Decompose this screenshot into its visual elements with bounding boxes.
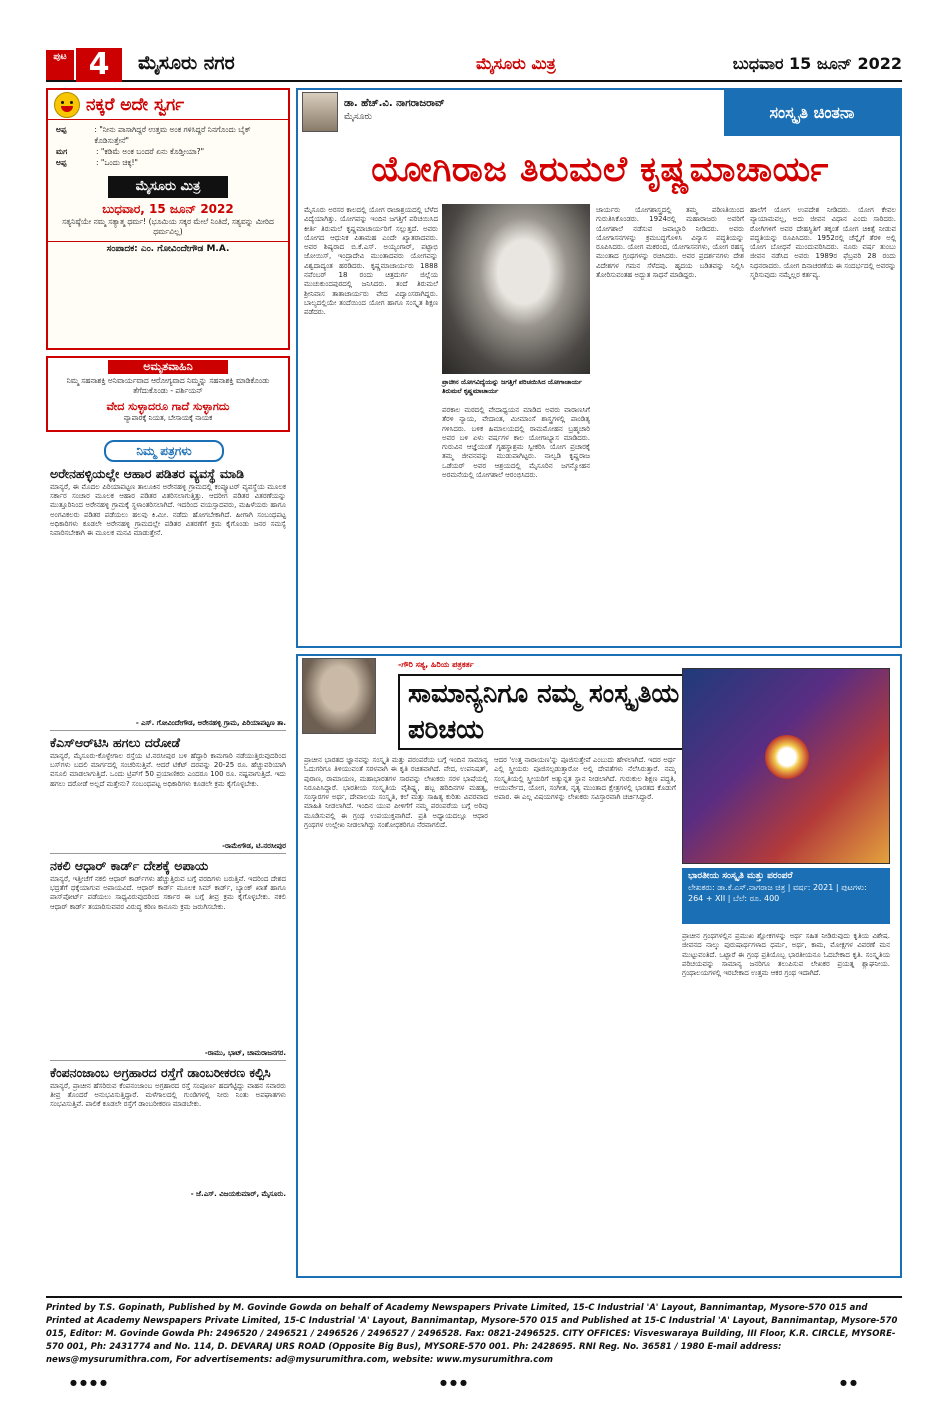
book-title: ಭಾರತೀಯ ಸಂಸ್ಕೃತಿ ಮತ್ತು ಪರಂಪರೆ	[688, 871, 793, 881]
om-emblem-icon	[765, 735, 809, 779]
letter-item	[46, 464, 290, 728]
joke-text: : "ನೀನು ಪಾಸಾಗಿದ್ದರೆ ಉತ್ತಮ ಅಂಕ ಗಳಿಸಿದ್ದರೆ ನಿನಗೊಂದು ಬೈಕ್ ಕೊಡಿಸುತ್ತೇನೆ"	[94, 125, 251, 145]
article-text-column: ಹಾಲೆಗೆ ಯೋಗ ಉಪದೇಶ ನೀಡಿದರು. ಯೋಗ ಕೇವಲ ವ್ಯಾಯಾಮವಲ್ಲ, ಅದು ಜೀವನ ವಿಧಾನ ಎಂದು ಸಾರಿದರು. ರೋಗಿಗಳಿಗೆ ಅವರ ದೇಹಸ್ಥಿತಿಗೆ ತಕ್ಕಂತೆ ಯೋಗ ಚಿಕಿತ್ಸೆ ನೀಡುವ ಪದ್ಧತಿಯನ್ನು ರೂಪಿಸಿದರು. 1952ರಲ್ಲಿ ಚೆನ್ನೈಗೆ ತೆರಳಿ ಅಲ್ಲಿ ಯೋಗ ಬೋಧನೆ ಮುಂದುವರಿಸಿದರು. ನೂರು ವರ್ಷ ತುಂಬು ಜೀವನ ನಡೆಸಿದ ಅವರು 1989ರ ಫೆಬ್ರವರಿ 28 ರಂದು ನಿಧನರಾದರು. ಯೋಗ ದಿನಾಚರಣೆಯ ಈ ಸಂದರ್ಭದಲ್ಲಿ ಅವರನ್ನು ಸ್ಮರಿಸುವುದು ನಮ್ಮೆಲ್ಲರ ಕರ್ತವ್ಯ.	[750, 206, 896, 280]
letter-item	[46, 856, 290, 1058]
joke-title: ನಕ್ಕರೆ ಅದೇ ಸ್ವರ್ಗ	[86, 94, 185, 115]
registration-marks: ●●	[840, 1378, 860, 1387]
newspaper-logo: ಮೈಸೂರು ಮಿತ್ರ	[108, 176, 228, 198]
letter-body: ಮಾನ್ಯರೆ, ಮೈಸೂರು-ಕೊಳ್ಳೇಗಾಲ ರಸ್ತೆಯ ಟಿ.ನರಸೀಪುರ ಬಳಿ ಹೆದ್ದಾರಿ ಕಾಮಗಾರಿ ನಡೆಯುತ್ತಿರುವುದರಿಂದ ಬಸ್‌ಗಳು ಬದಲಿ ಮಾರ್ಗದಲ್ಲಿ ಸಂಚರಿಸುತ್ತಿವೆ. ಆದರೆ ಟಿಕೆಟ್ ದರವನ್ನು 20-25 ರೂ. ಹೆಚ್ಚುವರಿಯಾಗಿ ವಸೂಲಿ ಮಾಡಲಾಗುತ್ತಿದೆ. ಒಂದು ಟ್ರಿಪ್‌ಗೆ 50 ಪ್ರಯಾಣಿಕರು ಎಂದರೂ 100 ರೂ. ನಷ್ಟವಾಗುತ್ತಿದೆ. ಇದು ಹಗಲು ದರೋಡೆ ಅಲ್ಲದೆ ಮತ್ತೇನು? ಸಂಬಂಧಪಟ್ಟ ಅಧಿಕಾರಿಗಳು ಕೂಡಲೇ ಕ್ರಮ ಕೈಗೊಳ್ಳಬೇಕು.	[50, 752, 286, 788]
amritavahini-text: ನಿಮ್ಮ ಸಹನಾಶಕ್ತಿ ಅನಿವಾರ್ಯವಾದ ಆರೋಗ್ಯವಾದ ನಿಮ್ಮನ್ನು ಸಹನಾಶಕ್ತಿ ಮಾಡಿಕೊಂಡು ತೆಗೆದುಕೊಂಡು - ಪರ್ಶಿಯನ್	[66, 376, 270, 395]
feature-article	[296, 88, 902, 648]
section-title: ಮೈಸೂರು ನಗರ	[138, 52, 235, 74]
joke-line	[56, 157, 280, 168]
letter-headline: ಅರೇನಹಳ್ಳಿಯಲ್ಲೇ ಆಹಾರ ಪಡಿತರ ವ್ಯವಸ್ಥೆ ಮಾಡಿ	[50, 466, 245, 481]
author-city: ಮೈಸೂರು	[344, 112, 372, 122]
letter-headline: ನಕಲಿ ಆಧಾರ್ ಕಾರ್ಡ್ ದೇಶಕ್ಕೆ ಅಪಾಯ	[50, 858, 209, 873]
divider	[50, 853, 286, 854]
amritavahini-title: ಅಮೃತವಾಹಿನಿ	[108, 360, 228, 374]
proverb: ವೇದ ಸುಳ್ಳಾದರೂ ಗಾದೆ ಸುಳ್ಳಾಗದು	[106, 400, 230, 413]
divider	[50, 730, 286, 731]
page-header	[46, 48, 902, 82]
letters-banner	[46, 440, 290, 464]
joke-speaker: ಅಪ್ಪ	[56, 125, 67, 134]
joke-title-bar	[48, 90, 288, 120]
letter-signature: - ಜೆ.ಎಸ್. ವಿಜಯಕುಮಾರ್, ಮೈಸೂರು.	[190, 1190, 286, 1198]
joke-box	[46, 88, 290, 350]
joke-dialogue	[48, 120, 288, 172]
joke-line	[56, 124, 280, 146]
letter-body: ಮಾನ್ಯರೆ, ಪ್ರಾಚೀನ ಹೆಸರಿರುವ ಕೆಂಪನಂಜಾಂಬ ಅಗ್ರಹಾರದ ರಸ್ತೆ ಸಂಪೂರ್ಣ ಹದಗೆಟ್ಟಿದ್ದು ವಾಹನ ಸವಾರರು ತೀವ್ರ ತೊಂದರೆ ಅನುಭವಿಸುತ್ತಿದ್ದಾರೆ. ಮಳೆಗಾಲದಲ್ಲಿ ಗುಂಡಿಗಳಲ್ಲಿ ನೀರು ನಿಂತು ಅಪಘಾತಗಳು ಸಂಭವಿಸುತ್ತಿವೆ. ಪಾಲಿಕೆ ಕೂಡಲೇ ರಸ್ತೆಗೆ ಡಾಂಬರೀಕರಣ ಮಾಡಬೇಕು.	[50, 1082, 286, 1109]
feature-headline: ಯೋಗಿರಾಜ ತಿರುಮಲೆ ಕೃಷ್ಣಮಾಚಾರ್ಯ	[371, 150, 829, 190]
review-text-column: ಆದರ 'ಉತ್ತ ನಾರಾಯಣ'ನ್ನು ಪೂಜಿಸುತ್ತೇವೆ ಎಂಬುದು ಹೇಳಲಾಗಿದೆ. ಇದರ ಅರ್ಥ ಎಲ್ಲಿ ಸ್ತ್ರೀಯರು ಪೂಜಿಸಲ್ಪಡುತ್ತಾರೋ ಅಲ್ಲಿ ದೇವತೆಗಳು ನೆಲೆಸಿರುತ್ತಾರೆ. ನಮ್ಮ ಸಂಸ್ಕೃತಿಯಲ್ಲಿ ಸ್ತ್ರೀಯರಿಗೆ ಅತ್ಯುನ್ನತ ಸ್ಥಾನ ನೀಡಲಾಗಿದೆ. ಗುರುಕುಲ ಶಿಕ್ಷಣ ಪದ್ಧತಿ, ಆಯುರ್ವೇದ, ಯೋಗ, ಸಂಗೀತ, ನೃತ್ಯ ಮುಂತಾದ ಕ್ಷೇತ್ರಗಳಲ್ಲಿ ಭಾರತದ ಕೊಡುಗೆ ಅಪಾರ. ಈ ಎಲ್ಲ ವಿಷಯಗಳನ್ನು ಲೇಖಕರು ಸವಿಸ್ತಾರವಾಗಿ ಚರ್ಚಿಸಿದ್ದಾರೆ.	[494, 756, 676, 802]
imprint-footer: Printed by T.S. Gopinath, Published by M. Govinde Gowda on behalf of Academy Newspapers Private Limited, 15-C Industrial 'A' Layout, Bannimantap, Mysore-570 015 and Printed at Academy Newspapers Private Limited, 15-C Industrial 'A' Layout, Bannimantap, Mysore-570 015 and Published at 15-C Industrial 'A' Layout, Bannimantap, Mysore-570 015, Editor: M. Govinde Gowda Ph: 2496520 / 2496521 / 2496526 / 2496527 / 2496528. Fax: 0821-2496525. CITY OFFICES: Visveswaraya Building, III Floor, K.R. CIRCLE, MYSORE-570 001, Ph: 2431774 and No. 114, D. DEVARAJ URS ROAD (Opposite Big Bus), MYSORE-570 001. Ph: 2428695. RNI Reg. No. 36581 / 1980 E-mail address: news@mysurumithra.com, For advertisements: ad@mysurumithra.com, website: www.mysurumithra.com	[46, 1296, 902, 1360]
joke-line	[56, 146, 280, 157]
letter-body: ಮಾನ್ಯರೆ, ಈ ಮೊದಲ ಪಿರಿಯಾಪಟ್ಟಣ ತಾಲೂಕಿನ ಅರೇನಹಳ್ಳಿ ಗ್ರಾಮದಲ್ಲಿ ಕಂಪ್ಯೂಟರ್ ವ್ಯವಸ್ಥೆಯ ಮೂಲಕ ಸರ್ಕಾರ ಸಂಚಾರ ಮೂಲಕ ಆಹಾರ ಪಡಿತರ ವಿತರಿಸಲಾಗುತ್ತಿತ್ತು. ಆದರೀಗ ಪಡಿತರ ವಿತರಣೆಯನ್ನು ಮುತ್ತೂರಿನಿಂದ ಅರೇನಹಳ್ಳಿ ಗ್ರಾಮಕ್ಕೆ ಸ್ಥಳಾಂತರಿಸಲಾಗಿದೆ. ಇದರಿಂದ ವಯಸ್ಸಾದವರು, ಮಹಿಳೆಯರು ಹಾಗೂ ಅಂಗವಿಕಲರು ಪಡಿತರ ಪಡೆಯಲು ಹಲವು ಕಿ.ಮೀ. ನಡೆದು ಹೋಗಬೇಕಾಗಿದೆ. ಹೀಗಾಗಿ ಸಂಬಂಧಪಟ್ಟ ಅಧಿಕಾರಿಗಳು ಕೂಡಲೇ ಅರೇನಹಳ್ಳಿ ಗ್ರಾಮದಲ್ಲೇ ಪಡಿತರ ವಿತರಣೆಗೆ ಕ್ರಮ ಕೈಗೊಂಡು ಜನರ ಸಮಸ್ಯೆ ನಿವಾರಿಸಬೇಕಾಗಿ ಈ ಮೂಲಕ ಮನವಿ ಮಾಡುತ್ತೇನೆ.	[50, 483, 286, 538]
review-text-column: ಪ್ರಾಚೀನ ಗ್ರಂಥಗಳಲ್ಲಿನ ಪ್ರಮುಖ ಶ್ಲೋಕಗಳನ್ನು ಅರ್ಥ ಸಹಿತ ನೀಡಿರುವುದು ಕೃತಿಯ ವಿಶೇಷ. ಜೀವನದ ನಾಲ್ಕು ಪುರುಷಾರ್ಥಗಳಾದ ಧರ್ಮ, ಅರ್ಥ, ಕಾಮ, ಮೋಕ್ಷಗಳ ವಿವರಣೆ ಮನ ಮುಟ್ಟುವಂತಿದೆ. ಒಟ್ಟಾರೆ ಈ ಗ್ರಂಥ ಪ್ರತಿಯೊಬ್ಬ ಭಾರತೀಯನೂ ಓದಬೇಕಾದ ಕೃತಿ. ಸಂಸ್ಕೃತಿಯ ಪರಿಚಯವನ್ನು ಸಾಮಾನ್ಯ ಜನರಿಗೂ ತಲುಪಿಸುವ ಲೇಖಕರ ಪ್ರಯತ್ನ ಶ್ಲಾಘನೀಯ. ಗ್ರಂಥಾಲಯಗಳಲ್ಲಿ ಇರಬೇಕಾದ ಉತ್ತಮ ಆಕರ ಗ್ರಂಥ ಇದಾಗಿದೆ.	[682, 932, 890, 978]
article-text-column: ಪರಕಾಲ ಮಠದಲ್ಲಿ ವೇದಾಧ್ಯಯನ ಮಾಡಿದ ಅವರು ವಾರಾಣಸಿಗೆ ತೆರಳಿ ನ್ಯಾಯ, ವೇದಾಂತ, ಮೀಮಾಂಸೆ ಶಾಸ್ತ್ರಗಳಲ್ಲಿ ಪಾಂಡಿತ್ಯ ಗಳಿಸಿದರು. ಬಳಿಕ ಹಿಮಾಲಯದಲ್ಲಿ ರಾಮಮೋಹನ ಬ್ರಹ್ಮಚಾರಿ ಅವರ ಬಳಿ ಏಳು ವರ್ಷಗಳ ಕಾಲ ಯೋಗಾಭ್ಯಾಸ ಮಾಡಿದರು. ಗುರುವಿನ ಆಜ್ಞೆಯಂತೆ ಗೃಹಸ್ಥಾಶ್ರಮ ಸ್ವೀಕರಿಸಿ ಯೋಗ ಪ್ರಚಾರಕ್ಕೆ ತಮ್ಮ ಜೀವನವನ್ನು ಮುಡುಪಾಗಿಟ್ಟರು. ನಾಲ್ವಡಿ ಕೃಷ್ಣರಾಜ ಒಡೆಯರ್ ಅವರ ಆಶ್ರಯದಲ್ಲಿ ಮೈಸೂರಿನ ಜಗನ್ಮೋಹನ ಅರಮನೆಯಲ್ಲಿ ಯೋಗಶಾಲೆ ಆರಂಭಿಸಿದರು.	[442, 406, 590, 480]
page-number: 4	[76, 48, 122, 82]
divider	[50, 1060, 286, 1061]
letter-signature: -ರಾಮೇಗೌಡ, ಟಿ.ನರಸೀಪುರ	[222, 842, 286, 850]
registration-marks: ●●●	[440, 1378, 470, 1387]
photo-caption: ಪ್ರಾಚೀನ ಯೋಗವಿದ್ಯೆಯನ್ನು ಜಗತ್ತಿಗೆ ಪರಿಚಯಿಸಿದ ಯೋಗಾಚಾರ್ಯ ತಿರುಮಲೆ ಕೃಷ್ಣಮಾಚಾರ್ಯ	[442, 378, 582, 395]
review-headline: ಸಾಮಾನ್ಯನಿಗೂ ನಮ್ಮ ಸಂಸ್ಕೃತಿಯ ಪರಿಚಯ	[398, 674, 698, 750]
book-meta: ಲೇಖಕರು: ಡಾ.ಕೆ.ಎಸ್.ನಾಗರಾಜ ಚಿತ್ರ | ವರ್ಷ: 2021 | ಪುಟಗಳು: 264 + XII | ಬೆಲೆ: ರೂ. 400	[688, 883, 867, 903]
column-tag: ಸಂಸ್ಕೃತಿ ಚಿಂತನಾ	[724, 90, 900, 136]
yogi-photo	[442, 204, 590, 374]
article-text-column: ಮೈಸೂರು ಅರಸರ ಕಾಲದಲ್ಲಿ ಯೋಗ ರಾಜಾಶ್ರಯದಲ್ಲಿ ಬೆಳೆದ ವಿದ್ಯೆಯಾಗಿತ್ತು. ಯೋಗವನ್ನು ಇಂದಿನ ಜಗತ್ತಿಗೆ ಪರಿಚಯಿಸಿದ ಕೀರ್ತಿ ತಿರುಮಲೆ ಕೃಷ್ಣಮಾಚಾರ್ಯರಿಗೆ ಸಲ್ಲುತ್ತದೆ. ಅವರು ಯೋಗದ ಆಧುನಿಕ ಪಿತಾಮಹ ಎಂದೇ ಖ್ಯಾತರಾದವರು. ಅವರ ಶಿಷ್ಯರಾದ ಬಿ.ಕೆ.ಎಸ್. ಅಯ್ಯಂಗಾರ್, ಪಟ್ಟಾಭಿ ಜೋಯಿಸ್, ಇಂದ್ರಾದೇವಿ ಮುಂತಾದವರು ಯೋಗವನ್ನು ವಿಶ್ವದಾದ್ಯಂತ ಹರಡಿದರು. ಕೃಷ್ಣಮಾಚಾರ್ಯರು 1888 ನವೆಂಬರ್ 18 ರಂದು ಚಿತ್ರದುರ್ಗ ಜಿಲ್ಲೆಯ ಮುಚುಕುಂದಪುರದಲ್ಲಿ ಜನಿಸಿದರು. ತಂದೆ ತಿರುಮಲೆ ಶ್ರೀನಿವಾಸ ತಾತಾಚಾರ್ಯರು ವೇದ ವಿದ್ವಾಂಸರಾಗಿದ್ದರು. ಬಾಲ್ಯದಲ್ಲಿಯೇ ತಂದೆಯಿಂದ ಯೋಗ ಹಾಗೂ ಸಂಸ್ಕೃತ ಶಿಕ್ಷಣ ಪಡೆದರು.	[304, 206, 438, 317]
letter-item	[46, 1063, 290, 1199]
smiley-icon	[54, 92, 80, 118]
letter-body: ಮಾನ್ಯರೆ, ಇತ್ತೀಚೆಗೆ ನಕಲಿ ಆಧಾರ್ ಕಾರ್ಡ್‌ಗಳು ಹೆಚ್ಚುತ್ತಿರುವ ಬಗ್ಗೆ ವರದಿಗಳು ಬರುತ್ತಿವೆ. ಇದರಿಂದ ದೇಶದ ಭದ್ರತೆಗೆ ಧಕ್ಕೆಯಾಗುವ ಅಪಾಯವಿದೆ. ಆಧಾರ್ ಕಾರ್ಡ್ ಮೂಲಕ ಸಿಮ್ ಕಾರ್ಡ್, ಬ್ಯಾಂಕ್ ಖಾತೆ ಹಾಗೂ ಪಾಸ್‌ಪೋರ್ಟ್ ಪಡೆಯಲು ಸಾಧ್ಯವಿರುವುದರಿಂದ ಸರ್ಕಾರ ಈ ಬಗ್ಗೆ ತೀವ್ರ ಕ್ರಮ ಕೈಗೊಳ್ಳಬೇಕು. ನಕಲಿ ಆಧಾರ್ ಕಾರ್ಡ್ ತಯಾರಿಸುವವರ ವಿರುದ್ಧ ಕಠಿಣ ಕಾನೂನು ಕ್ರಮ ಜರುಗಿಸಬೇಕು.	[50, 875, 286, 911]
left-column	[46, 88, 290, 1278]
reviewer-byline: -ಗೌರಿ ಸತ್ಯ, ಹಿರಿಯ ಪತ್ರಕರ್ತ	[398, 660, 474, 669]
editor-credit: ಸಂಪಾದಕ: ಎಂ. ಗೋವಿಂದೇಗೌಡ M.A.	[48, 241, 288, 254]
letter-item	[46, 733, 290, 851]
letter-headline: ಕೆಂಪನಂಜಾಂಬ ಅಗ್ರಹಾರದ ರಸ್ತೆಗೆ ಡಾಂಬರೀಕರಣ ಕಲ್ಪಿಸಿ	[50, 1065, 271, 1080]
letter-signature: -ರಾಮು, ಭಾಟ್, ಚಾಮರಾಜನಗರ.	[204, 1049, 286, 1057]
book-cover	[682, 668, 890, 864]
article-text-column: ಜಾರ್ಯರು ಯೋಗಶಾಸ್ತ್ರದಲ್ಲಿ ತಮ್ಮ ಪರಿಣತಿಯಿಂದ ಗುರುತಿಸಿಕೊಂಡರು. 1924ರಲ್ಲಿ ಮಹಾರಾಜರು ಅವರಿಗೆ ಯೋಗಶಾಲೆ ನಡೆಸುವ ಜವಾಬ್ದಾರಿ ನೀಡಿದರು. ಅವರು ಯೋಗಾಸನಗಳನ್ನು ಕ್ರಮಬದ್ಧಗೊಳಿಸಿ ವಿನ್ಯಾಸ ಪದ್ಧತಿಯನ್ನು ರೂಪಿಸಿದರು. ಯೋಗ ಮಕರಂದ, ಯೋಗಾಸನಗಳು, ಯೋಗ ರಹಸ್ಯ ಮುಂತಾದ ಗ್ರಂಥಗಳನ್ನು ರಚಿಸಿದರು. ಅವರ ಪ್ರದರ್ಶನಗಳು ದೇಶ ವಿದೇಶಗಳ ಗಮನ ಸೆಳೆದವು. ಹೃದಯ ಬಡಿತವನ್ನು ನಿಲ್ಲಿಸಿ ತೋರಿಸುವಂತಹ ಅದ್ಭುತ ಸಾಧನೆ ಮಾಡಿದ್ದರು.	[596, 206, 744, 280]
proverb-attribution: ವ್ಯಾಪಾರಕ್ಕೆ ನಿಯತ, ಬೇಸಾಯಕ್ಕೆ ನಾಯಕ	[123, 414, 213, 422]
amritavahini-box	[46, 356, 290, 432]
joke-speaker: ಅಪ್ಪ	[56, 158, 67, 167]
book-review-article	[296, 654, 902, 1278]
masthead: ಮೈಸೂರು ಮಿತ್ರ	[476, 54, 556, 73]
letters-banner-label: ನಿಮ್ಮ ಪತ್ರಗಳು	[104, 440, 224, 462]
tagline: ಸತ್ಯನಿಷ್ಠೆಯೇ ನಮ್ಮ ಸತ್ಯಾತ್ಮ ಧರ್ಮ! (ಭೂಮಿಯ ಸಕ್ಕರ ಮೇಲೆ ನಿಂತಿದೆ, ಸತ್ಯವನ್ನು ಮೀರಿದ ಧರ್ಮವಿಲ್ಲ)	[62, 217, 274, 236]
joke-text: : "ಒಂದು ಚಿಕ್ಕ!"	[96, 158, 138, 167]
registration-marks: ●●●●	[70, 1378, 110, 1387]
author-name: ಡಾ. ಹೆಚ್.ವಿ. ನಾಗರಾಜರಾವ್	[344, 98, 445, 109]
author-strip	[298, 90, 900, 134]
letter-signature: - ಎಸ್. ಗೋವಿಂದೇಗೌಡ, ಅರೇನಹಳ್ಳಿ ಗ್ರಾಮ, ಪಿರಿಯಾಪಟ್ಟಣ ತಾ.	[135, 719, 286, 727]
review-text-column: ಪ್ರಾಚೀನ ಭಾರತದ ಜ್ಞಾನವನ್ನು ಸಂಸ್ಕೃತಿ ಮತ್ತು ಪರಂಪರೆಯ ಬಗ್ಗೆ ಇಂದಿನ ಸಾಮಾನ್ಯ ಓದುಗರಿಗೂ ತಿಳಿಯುವಂತೆ ಸರಳವಾಗಿ ಈ ಕೃತಿ ರಚಿತವಾಗಿದೆ. ವೇದ, ಉಪನಿಷತ್, ಪುರಾಣ, ರಾಮಾಯಣ, ಮಹಾಭಾರತಗಳ ಸಾರವನ್ನು ಲೇಖಕರು ಸರಳ ಭಾಷೆಯಲ್ಲಿ ನಿರೂಪಿಸಿದ್ದಾರೆ. ಭಾರತೀಯ ಸಂಸ್ಕೃತಿಯ ವೈಶಿಷ್ಟ್ಯ, ಹಬ್ಬ ಹರಿದಿನಗಳ ಮಹತ್ವ, ಸಂಸ್ಕಾರಗಳ ಅರ್ಥ, ದೇವಾಲಯ ಸಂಸ್ಕೃತಿ, ಕಲೆ ಮತ್ತು ಸಾಹಿತ್ಯ ಕುರಿತು ವಿವರವಾದ ಮಾಹಿತಿ ನೀಡಲಾಗಿದೆ. ಇಂದಿನ ಯುವ ಪೀಳಿಗೆಗೆ ನಮ್ಮ ಪರಂಪರೆಯ ಬಗ್ಗೆ ಅರಿವು ಮೂಡಿಸುವಲ್ಲಿ ಈ ಗ್ರಂಥ ಉಪಯುಕ್ತವಾಗಿದೆ. ಪ್ರತಿ ಅಧ್ಯಾಯದಲ್ಲೂ ಆಧಾರ ಗ್ರಂಥಗಳ ಉಲ್ಲೇಖ ನೀಡಲಾಗಿದ್ದು ಸಂಶೋಧಕರಿಗೂ ನೆರವಾಗಲಿದೆ.	[304, 756, 488, 830]
joke-text: : "ಕಡಿಮೆ ಅಂಕ ಬಂದರೆ ಏನು ಕೊಡ್ತೀಯಾ?"	[96, 147, 205, 156]
joke-speaker: ಮಗ	[56, 147, 68, 156]
letter-headline: ಕೆಎಸ್‌ಆರ್‌ಟಿಸಿ ಹಗಲು ದರೋಡೆ	[50, 735, 180, 750]
box-date: ಬುಧವಾರ, 15 ಜೂನ್ 2022	[102, 202, 234, 216]
page-label: ಪುಟ	[46, 50, 74, 80]
issue-date: ಬುಧವಾರ 15 ಜೂನ್ 2022	[732, 54, 902, 73]
reviewer-photo	[302, 658, 376, 734]
book-info	[682, 868, 890, 924]
author-photo	[302, 92, 338, 132]
